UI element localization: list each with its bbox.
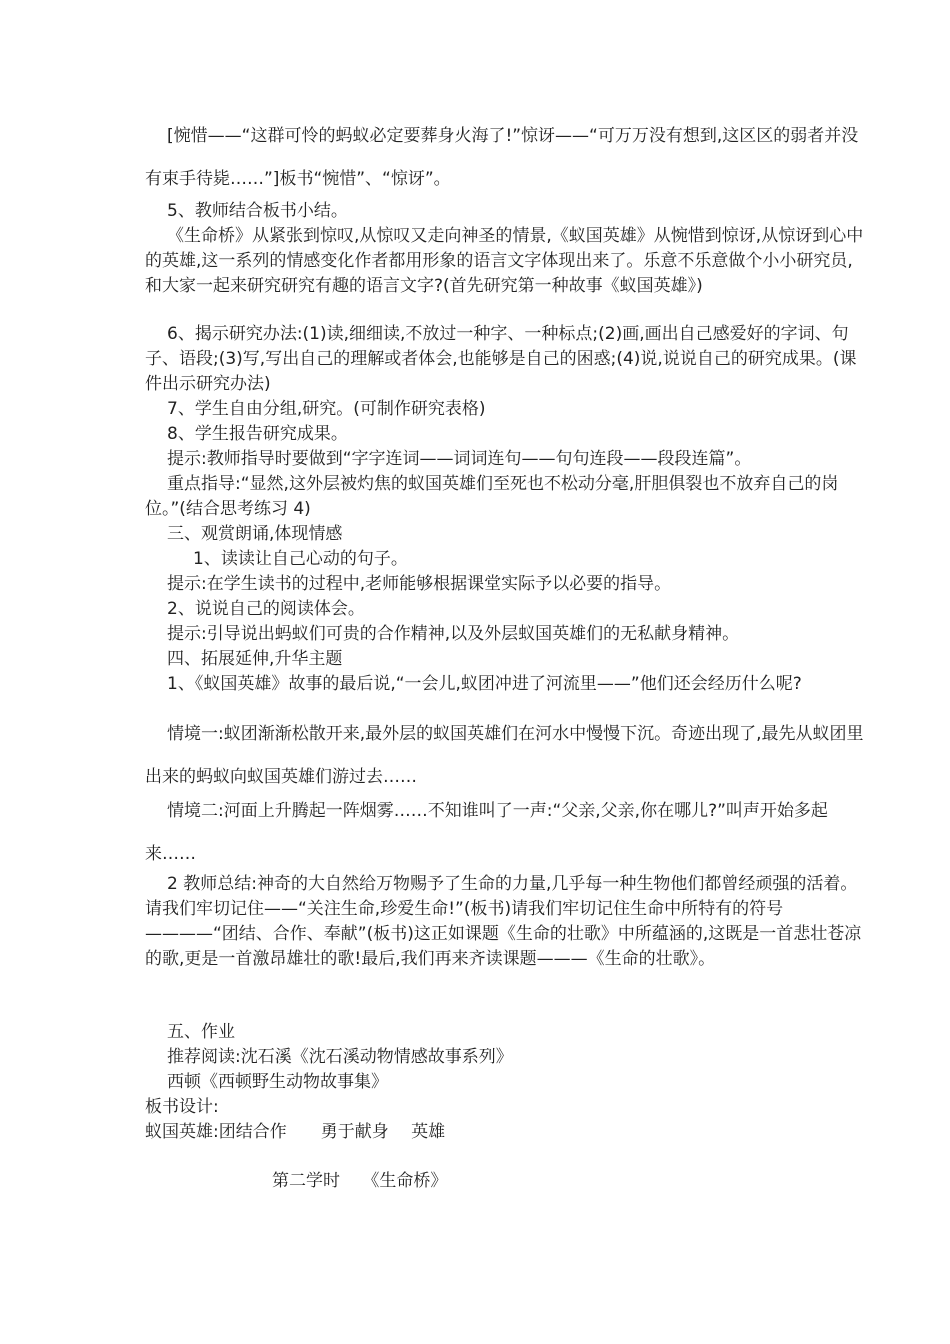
paragraph-summary: 《生命桥》从紧张到惊叹,从惊叹又走向神圣的情景,《蚁国英雄》从惋惜到惊讶,从惊讶到心中的英雄,这一系列的情感变化作者都用形象的语言文字体现出来了。乐意不乐意做个小小研究员,和大家一起来研究研究有趣的语言文字?(首先研究第一种故事《蚁国英雄》) <box>145 226 864 296</box>
paragraph-group-study: 7、学生自由分组,研究。(可制作研究表格) <box>167 399 486 419</box>
paragraph-scenario-2: 情境二:河面上升腾起一阵烟雾……不知谁叫了一声:“父亲,父亲,你在哪儿?”叫声开始多起来…… <box>145 801 828 864</box>
section-heading-5: 五、作业 <box>167 1022 235 1042</box>
paragraph-story-question: 1、《蚁国英雄》故事的最后说,“一会儿,蚁团冲进了河流里——”他们还会经历什么呢? <box>167 674 802 694</box>
paragraph-recommended-reading-2: 西顿《西顿野生动物故事集》 <box>167 1072 388 1092</box>
second-lesson-title: 第二学时 《生命桥》 <box>272 1171 448 1191</box>
paragraph-key-guidance: 重点指导:“显然,这外层被灼焦的蚁国英雄们至死也不松动分毫,肝胆俱裂也不放弃自己的岗位。”(结合思考练习 4) <box>145 474 839 519</box>
paragraph-recommended-reading: 推荐阅读:沈石溪《沈石溪动物情感故事系列》 <box>167 1047 513 1067</box>
paragraph-tip-1: 提示:教师指导时要做到“字字连词——词词连句——句句连段——段段连篇”。 <box>167 449 752 469</box>
paragraph-report: 8、学生报告研究成果。 <box>167 424 348 444</box>
paragraph-summary-heading: 5、教师结合板书小结。 <box>167 201 348 221</box>
paragraph-share-experience: 2、说说自己的阅读体会。 <box>167 599 365 619</box>
board-design-label: 板书设计: <box>145 1097 219 1117</box>
paragraph-tip-2: 提示:在学生读书的过程中,老师能够根据课堂实际予以必要的指导。 <box>167 574 672 594</box>
section-heading-3: 三、观赏朗诵,体现情感 <box>167 524 343 544</box>
paragraph-scenario-1: 情境一:蚁团渐渐松散开来,最外层的蚁国英雄们在河水中慢慢下沉。奇迹出现了,最先从蚁团里出来的蚂蚁向蚁国英雄们游过去…… <box>145 724 864 787</box>
paragraph-reaction: [惋惜——“这群可怜的蚂蚁必定要葬身火海了!”惊讶——“可万万没有想到,这区区的弱者并没有束手待毙……”]板书“惋惜”、“惊讶”。 <box>145 126 859 189</box>
board-design-content: 蚁国英雄:团结合作 勇于献身 英雄 <box>145 1122 446 1142</box>
paragraph-research-method: 6、揭示研究办法:(1)读,细细读,不放过一种字、一种标点;(2)画,画出自己感爱好的字词、句子、语段;(3)写,写出自己的理解或者体会,也能够是自己的困惑;(4)说,说说自己的研究成果。(课件出示研究办法) <box>145 324 857 394</box>
paragraph-tip-3: 提示:引导说出蚂蚁们可贵的合作精神,以及外层蚁国英雄们的无私献身精神。 <box>167 624 740 644</box>
paragraph-read-sentences: 1、读读让自己心动的句子。 <box>193 549 408 569</box>
paragraph-teacher-summary: 2 教师总结:神奇的大自然给万物赐予了生命的力量,几乎每一种生物他们都曾经顽强的活着。请我们牢切记住——“关注生命,珍爱生命!”(板书)请我们牢切记住生命中所特有的符号————“团结、合作、奉献”(板书)这正如课题《生命的壮歌》中所蕴涵的,这既是一首悲壮苍凉的歌,更是一首激昂雄壮的歌!最后,我们再来齐读课题———《生命的壮歌》。 <box>145 874 862 969</box>
section-heading-4: 四、拓展延伸,升华主题 <box>167 649 343 669</box>
